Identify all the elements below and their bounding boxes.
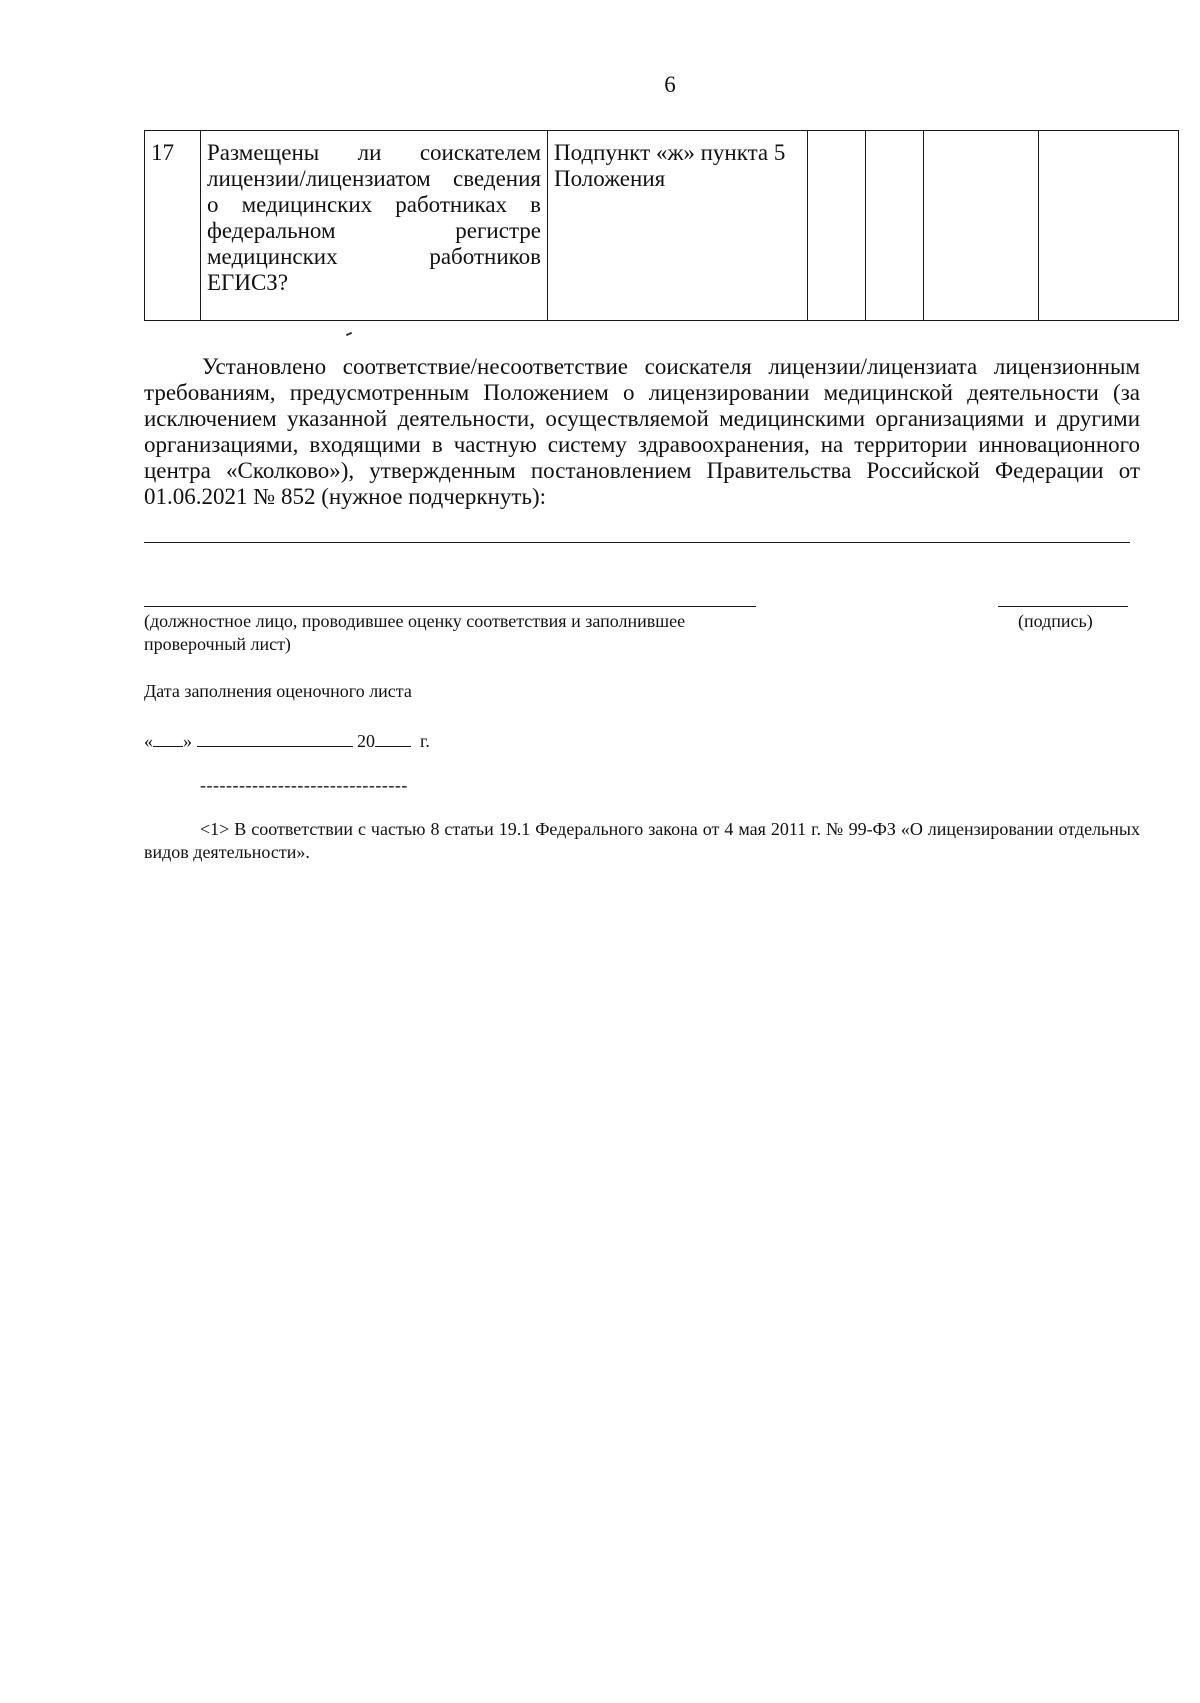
month-field[interactable] [197, 726, 353, 747]
footnote-text: <1> В соответствии с частью 8 статьи 19.1 Федерального закона от 4 мая 2011 г. № 99-ФЗ «О лицензировании отдельных видов деятельности». [144, 819, 1140, 862]
official-signature-line[interactable] [144, 606, 756, 607]
conclusion-paragraph: Установлено соответствие/несоответствие соискателя лицензии/лицензиата лицензионным требованиям, предусмотренным Положением о лицензировании медицинской деятельности (за исключением указанной деятельности, осуществляемой медицинскими организациями и другими организациями, входящими в частную систему здравоохранения, на территории инновационного центра «Сколково»), утвержденным постановлением Правительства Российской Федерации от 01.06.2021 № 852 (нужное подчеркнуть): [144, 354, 1140, 509]
date-fill-line [144, 726, 430, 753]
signature-caption: (подпись) [1018, 611, 1093, 631]
answer-cell[interactable] [1039, 131, 1179, 321]
scan-mark [346, 332, 352, 336]
year-prefix: 20 [357, 731, 375, 751]
page-number: 6 [664, 72, 676, 97]
answer-cell[interactable] [924, 131, 1039, 321]
day-field[interactable] [153, 726, 183, 747]
checklist-table [144, 130, 1179, 321]
reference-cell: Подпункт «ж» пункта 5 Положения [548, 131, 808, 321]
conclusion-underline[interactable] [144, 542, 1130, 543]
row-number: 17 [145, 131, 201, 321]
date-label: Дата заполнения оценочного листа [144, 681, 412, 701]
year-field[interactable] [375, 726, 411, 747]
answer-cell[interactable] [866, 131, 924, 321]
answer-cell[interactable] [808, 131, 866, 321]
footnote-separator: -------------------------------- [200, 775, 408, 795]
table-row [145, 131, 1179, 321]
signature-line[interactable] [998, 606, 1128, 607]
date-close-quote: » [183, 731, 192, 751]
official-caption: (должностное лицо, проводившее оценку соответствия и заполнившее проверочный лист) [144, 611, 686, 654]
date-open-quote: « [144, 731, 153, 751]
year-suffix: г. [420, 731, 430, 751]
question-cell: Размещены ли соискателем лицензии/лицензиатом сведения о медицинских работниках в федеральном регистре медицинских работников ЕГИСЗ? [201, 131, 548, 321]
